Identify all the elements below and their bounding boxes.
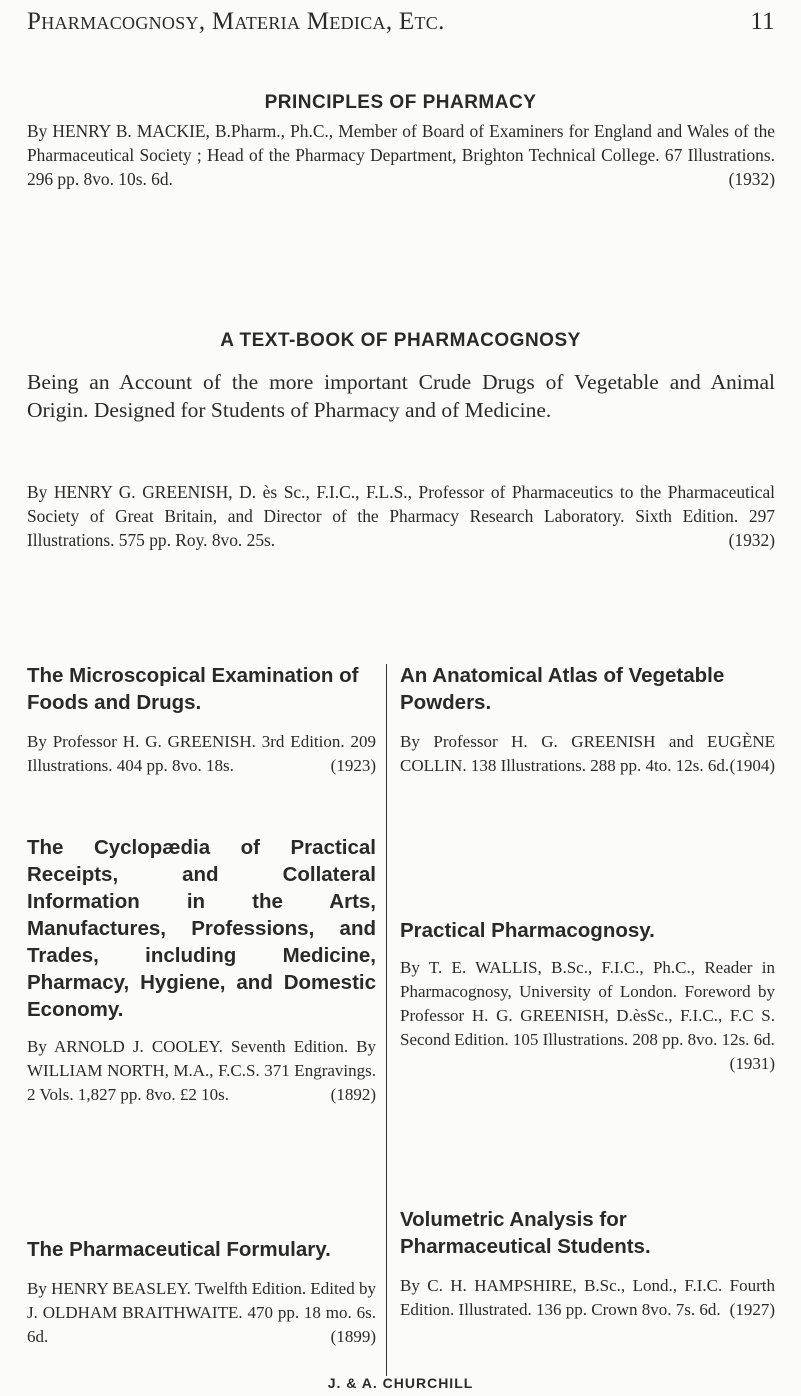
- principles-entry: [27, 119, 775, 191]
- running-head: [27, 8, 775, 40]
- left-entry-2-text: [27, 1035, 376, 1107]
- left-entry-3-body: By HENRY BEASLEY. Twelfth Edition. Edited by J. OLDHAM BRAITHWAITE. 470 pp. 18 mo. 6s. 6d.: [27, 1279, 376, 1346]
- left-entry-1-title: The Microscopical Examination of Foods and Drugs.: [27, 664, 359, 714]
- left-entry-2-body: By ARNOLD J. COOLEY. Seventh Edition. By WILLIAM NORTH, M.A., F.C.S. 371 Engravings. 2 Vols. 1,827 pp. 8vo. £2 10s.: [27, 1037, 376, 1104]
- left-entry-3-year: (1899): [330, 1327, 376, 1346]
- column-divider: [386, 664, 387, 1376]
- textbook-entry: [27, 480, 775, 552]
- textbook-description: Being an Account of the more important Crude Drugs of Vegetable and Animal Origin. Designed for Students of Pharmacy and of Medicine.: [27, 370, 775, 422]
- textbook-body: By HENRY G. GREENISH, D. ès Sc., F.I.C., F.L.S., Professor of Pharmaceutics to the Pharmaceutical Society of Great Britain, and Director of the Pharmacy Research Laboratory. Sixth Edition. 297 Illustrations. 575 pp. Roy. 8vo. 25s.: [27, 482, 775, 550]
- publisher-footer: J. & A. CHURCHILL: [327, 1375, 474, 1391]
- right-entry-2-title: Practical Pharmacognosy.: [400, 919, 655, 942]
- principles-year: (1932): [728, 169, 775, 189]
- left-entry-1-body: By Professor H. G. GREENISH. 3rd Edition. 209 Illustrations. 404 pp. 8vo. 18s.: [27, 732, 376, 775]
- left-entry-3: [27, 1236, 376, 1349]
- right-entry-3-text: [400, 1274, 775, 1322]
- left-entry-1-year: (1923): [330, 756, 376, 775]
- running-head-title: Pharmacognosy, Materia Medica, Etc.: [27, 8, 445, 35]
- left-entry-3-title: The Pharmaceutical Formulary.: [27, 1238, 331, 1261]
- right-entry-3-title: Volumetric Analysis for Pharmaceutical Students.: [400, 1208, 651, 1258]
- right-entry-3-body: By C. H. HAMPSHIRE, B.Sc., Lond., F.I.C. Fourth Edition. Illustrated. 136 pp. Crown 8vo. 7s. 6d.: [400, 1276, 775, 1319]
- right-entry-1-year: (1904): [729, 756, 775, 775]
- left-entry-2-title: The Cyclopædia of Practical Receipts, and Collateral Information in the Arts, Manufactures, Professions, and Trades, including Medicine, Pharmacy, Hygiene, and Domestic Economy.: [27, 836, 376, 1021]
- right-entry-1-body: By Professor H. G. GREENISH and EUGÈNE COLLIN. 138 Illustrations. 288 pp. 4to. 12s. 6d.: [400, 732, 775, 775]
- left-entry-1: [27, 662, 376, 778]
- textbook-title: A TEXT-BOOK OF PHARMACOGNOSY: [220, 330, 581, 351]
- right-entry-1-title: An Anatomical Atlas of Vegetable Powders.: [400, 664, 725, 714]
- right-entry-2-year: (1931): [729, 1054, 775, 1073]
- page-number: 11: [750, 8, 775, 35]
- right-entry-2-body: By T. E. WALLIS, B.Sc., F.I.C., Ph.C., Reader in Pharmacognosy, University of London. Foreword by Professor H. G. GREENISH, D.èsSc., F.I.C., F.C S. Second Edition. 105 Illustrations. 208 pp. 8vo. 12s. 6d.: [400, 958, 775, 1049]
- right-entry-1: [400, 662, 775, 778]
- right-entry-3-year: (1927): [729, 1300, 775, 1319]
- left-entry-2-year: (1892): [330, 1085, 376, 1104]
- principles-body: By HENRY B. MACKIE, B.Pharm., Ph.C., Member of Board of Examiners for England and Wales of the Pharmaceutical Society ; Head of the Pharmacy Department, Brighton Technical College. 67 Illustrations. 296 pp. 8vo. 10s. 6d.: [27, 121, 775, 189]
- principles-title: PRINCIPLES OF PHARMACY: [264, 92, 537, 113]
- left-entry-1-text: [27, 730, 376, 778]
- left-entry-3-text: [27, 1277, 376, 1349]
- right-entry-1-text: [400, 730, 775, 778]
- right-entry-2: [400, 917, 775, 1076]
- right-entry-2-text: [400, 956, 775, 1073]
- right-entry-3: [400, 1206, 775, 1322]
- left-entry-2: [27, 834, 376, 1107]
- textbook-year: (1932): [728, 530, 775, 550]
